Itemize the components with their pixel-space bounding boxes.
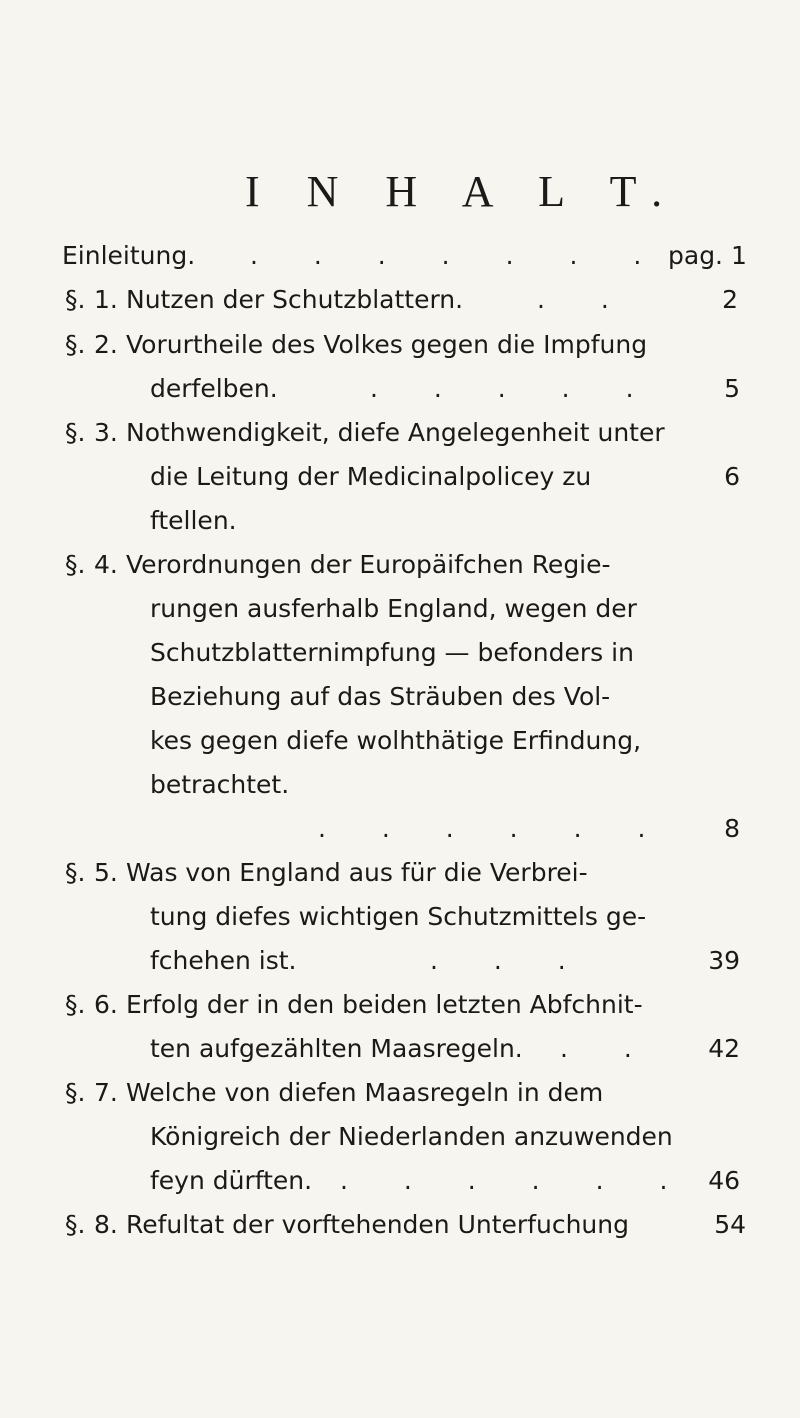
entry-text-continued: betrachtet. xyxy=(150,770,290,799)
leader-dots: . . . xyxy=(430,946,590,975)
leader-dots: . . xyxy=(537,285,633,314)
section-sign: §. xyxy=(65,858,86,887)
toc-entry-einleitung xyxy=(0,234,800,278)
section-sign: §. xyxy=(65,990,86,1019)
page-number: 54 xyxy=(714,1210,746,1239)
toc-entry-6-cont xyxy=(0,1027,800,1071)
entry-text-continued: ftellen. xyxy=(150,506,237,535)
page-number: 5 xyxy=(724,374,740,403)
page-number: 8 xyxy=(724,814,740,843)
toc-entry-8 xyxy=(0,1203,800,1247)
section-number: 6. xyxy=(94,990,118,1019)
toc-entry-3 xyxy=(0,411,800,455)
section-number: 4. xyxy=(94,550,118,579)
toc-entry-4-cont xyxy=(0,675,800,719)
toc-entry-5-cont xyxy=(0,895,800,939)
section-sign: §. xyxy=(65,418,86,447)
toc-entry-4-cont xyxy=(0,631,800,675)
leader-dots: . . . . . . xyxy=(340,1166,692,1195)
entry-text: Erfolg der in den beiden letzten Abfchnit- xyxy=(126,990,643,1019)
toc-entry-7-cont xyxy=(0,1159,800,1203)
toc-entry-7 xyxy=(0,1071,800,1115)
section-number: 2. xyxy=(94,330,118,359)
entry-text-continued: feyn dürften. xyxy=(150,1166,313,1195)
section-sign: §. xyxy=(65,330,86,359)
entry-text-continued: kes gegen diefe wolhthätige Erfindung, xyxy=(150,726,642,755)
toc-entry-2 xyxy=(0,323,800,367)
entry-text: Vorurtheile des Volkes gegen die Impfung xyxy=(126,330,648,359)
entry-text: Nutzen der Schutzblattern. xyxy=(126,285,464,314)
entry-text-continued: Königreich der Niederlanden anzuwenden xyxy=(150,1122,673,1151)
page-number: 39 xyxy=(708,946,740,975)
entry-text-continued: fchehen ist. xyxy=(150,946,297,975)
toc-entry-3-cont xyxy=(0,499,800,543)
section-sign: §. xyxy=(65,285,86,314)
toc-entry-4-cont xyxy=(0,807,800,851)
toc-entry-2-cont xyxy=(0,367,800,411)
page-number: 2 xyxy=(722,285,738,314)
page-number: pag. 1 xyxy=(668,241,747,270)
section-number: 8. xyxy=(94,1210,118,1239)
page-number: 46 xyxy=(708,1166,740,1195)
entry-text: Was von England aus für die Verbrei- xyxy=(126,858,588,887)
entry-text: Verordnungen der Europäifchen Regie- xyxy=(126,550,611,579)
entry-text-continued: die Leitung der Medicinalpolicey zu xyxy=(150,462,592,491)
leader-dots: . . . . . . xyxy=(318,814,670,843)
page-number: 42 xyxy=(708,1034,740,1063)
entry-text-continued: Schutzblatternimpfung — befonders in xyxy=(150,638,634,667)
toc-entry-4 xyxy=(0,543,800,587)
entry-text: Welche von diefen Maasregeln in dem xyxy=(126,1078,604,1107)
entry-text-continued: derfelben. xyxy=(150,374,278,403)
toc-entry-7-cont xyxy=(0,1115,800,1159)
page-title: I N H A L T. xyxy=(245,167,681,216)
toc-entry-4-cont xyxy=(0,719,800,763)
leader-dots: . . . . . . . xyxy=(250,241,666,270)
entry-text-continued: rungen ausferhalb England, wegen der xyxy=(150,594,637,623)
toc-entry-5-cont xyxy=(0,939,800,983)
section-sign: §. xyxy=(65,550,86,579)
toc-entry-1 xyxy=(0,278,800,322)
section-number: 3. xyxy=(94,418,118,447)
entry-text-continued: ten aufgezählten Maasregeln. xyxy=(150,1034,523,1063)
entry-text: Nothwendigkeit, diefe Angelegenheit unter xyxy=(126,418,665,447)
section-number: 7. xyxy=(94,1078,118,1107)
leader-dots: . . . . . xyxy=(370,374,658,403)
section-sign: §. xyxy=(65,1078,86,1107)
entry-text-continued: tung diefes wichtigen Schutzmittels ge- xyxy=(150,902,647,931)
page-number: 6 xyxy=(724,462,740,491)
toc-entry-6 xyxy=(0,983,800,1027)
entry-text: Refultat der vorftehenden Unterfuchung xyxy=(126,1210,629,1239)
toc-entry-3-cont xyxy=(0,455,800,499)
toc-entry-5 xyxy=(0,851,800,895)
leader-dots: . . xyxy=(560,1034,656,1063)
toc-entry-4-cont xyxy=(0,763,800,807)
entry-text: Einleitung. xyxy=(62,241,196,270)
section-sign: §. xyxy=(65,1210,86,1239)
section-number: 5. xyxy=(94,858,118,887)
toc-entry-4-cont xyxy=(0,587,800,631)
section-number: 1. xyxy=(94,285,118,314)
entry-text-continued: Beziehung auf das Sträuben des Vol- xyxy=(150,682,611,711)
